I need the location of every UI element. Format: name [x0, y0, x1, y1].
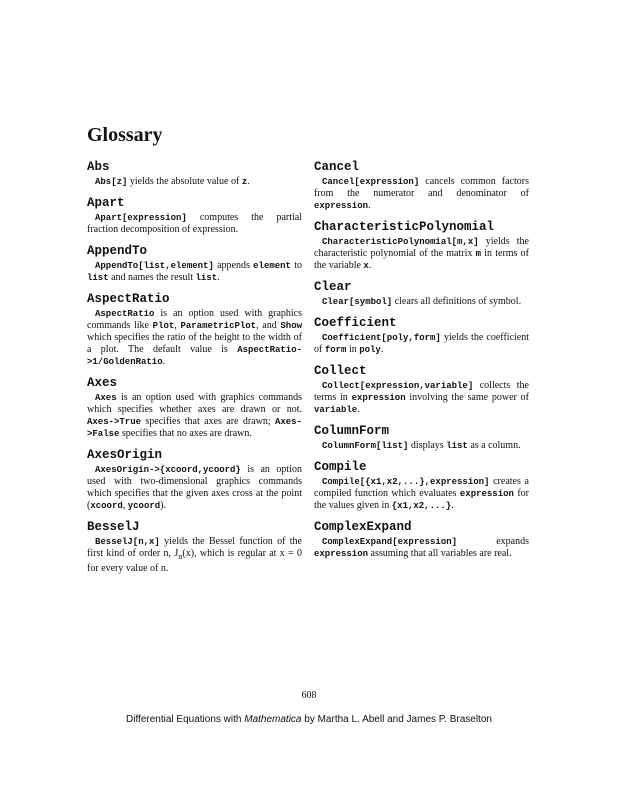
code-fragment: AspectRatio->1/GoldenRatio: [87, 345, 302, 367]
definition-text: to: [290, 260, 302, 271]
code-fragment: x: [363, 261, 369, 271]
definition-text: .: [247, 176, 250, 187]
code-fragment: AxesOrigin->{xcoord,ycoord}: [95, 465, 241, 475]
glossary-term: BesselJ: [87, 520, 140, 534]
definition-text: and names the result: [108, 272, 196, 283]
glossary-definition: [87, 260, 302, 284]
definition-text: ).: [160, 500, 166, 511]
glossary-definition: [314, 176, 529, 212]
code-fragment: ColumnForm[list]: [322, 441, 409, 451]
code-fragment: poly: [359, 345, 381, 355]
glossary-term: Abs: [87, 160, 110, 174]
definition-text: in terms of the variable: [314, 248, 530, 271]
code-fragment: m: [475, 249, 482, 259]
definition-text: collects the terms in: [314, 380, 529, 403]
glossary-definition: [87, 176, 302, 188]
glossary-definition: [314, 440, 529, 452]
code-fragment: Show: [280, 321, 302, 331]
code-fragment: CharacteristicPolynomial[m,x]: [322, 237, 479, 247]
glossary-definition: [87, 212, 302, 236]
glossary-entry: [314, 520, 529, 560]
page-footer: [0, 714, 618, 725]
code-fragment: z: [241, 177, 248, 187]
definition-text: ,: [174, 320, 181, 331]
code-fragment: Apart[expression]: [95, 213, 187, 223]
glossary-definition: [314, 476, 529, 512]
definition-text: involving the same power of: [405, 392, 530, 403]
glossary-term: Collect: [314, 364, 367, 378]
definition-text: as a column.: [467, 440, 521, 451]
definition-text: ,: [122, 500, 128, 511]
glossary-term: Axes: [87, 376, 118, 390]
definition-text: yields the Bessel function of the first kind of order n, J: [87, 536, 302, 559]
glossary-entry: [87, 244, 302, 284]
definition-text: .: [162, 356, 166, 367]
glossary-entry: [314, 460, 529, 512]
definition-text: specifies that no axes are drawn.: [119, 428, 252, 439]
code-fragment: xcoord: [90, 501, 123, 511]
subscript: n: [178, 552, 183, 561]
glossary-definition: [314, 536, 529, 560]
glossary-entry: [87, 196, 302, 236]
glossary-term: AxesOrigin: [87, 448, 163, 462]
code-fragment: ParametricPlot: [180, 321, 257, 331]
definition-text: .: [451, 500, 454, 511]
code-fragment: AppendTo[list,element]: [95, 261, 214, 271]
code-fragment: ycoord: [127, 501, 161, 511]
code-fragment: Cancel[expression]: [322, 177, 420, 187]
glossary-term: Clear: [314, 280, 352, 294]
definition-text: appends: [213, 260, 254, 271]
page-number: 608: [301, 690, 317, 701]
code-fragment: Compile[{x1,x2,...},expression]: [322, 477, 490, 487]
code-fragment: expression: [314, 201, 369, 211]
definition-text: , and: [256, 320, 281, 331]
glossary-term: Cancel: [314, 160, 360, 174]
definition-text: .: [357, 404, 360, 415]
code-fragment: {x1,x2,...}: [391, 501, 452, 511]
footer-prefix: Differential Equations with: [126, 714, 245, 725]
definition-text: computes the partial fraction decomposition of expression.: [87, 212, 302, 235]
code-fragment: list: [87, 273, 109, 283]
definition-text: yields the characteristic polynomial of the matrix: [314, 236, 529, 259]
definition-text: is an option used with graphics commands like: [87, 308, 302, 331]
code-fragment: ComplexExpand[expression]: [322, 537, 458, 547]
definition-text: for the values given in: [314, 488, 529, 511]
glossary-term: ColumnForm: [314, 424, 390, 438]
code-fragment: expression: [314, 549, 369, 559]
glossary-entry: [314, 364, 529, 416]
glossary-entry: [87, 520, 302, 575]
code-fragment: form: [324, 345, 347, 355]
glossary-definition: [87, 308, 302, 368]
definition-text: in: [346, 344, 360, 355]
glossary-definition: [314, 332, 529, 356]
footer-suffix: by Martha L. Abell and James P. Braselton: [301, 714, 492, 725]
definition-text: is an option used with graphics commands which specifies whether axes are drawn or not.: [87, 392, 302, 415]
glossary-entry: [314, 160, 529, 212]
glossary-term: Coefficient: [314, 316, 397, 330]
glossary-definition: [314, 236, 529, 272]
glossary-entry: [314, 280, 529, 308]
definition-text: which specifies the ratio of the height to the width of a plot. The default value is: [87, 332, 302, 355]
glossary-column-right: [314, 160, 529, 568]
code-fragment: Axes->False: [87, 417, 302, 439]
glossary-entry: [314, 220, 529, 272]
glossary-term: AspectRatio: [87, 292, 170, 306]
code-fragment: Clear[symbol]: [322, 297, 393, 307]
glossary-term: CharacteristicPolynomial: [314, 220, 495, 234]
page-title: Glossary: [87, 124, 163, 146]
definition-text: is an option used with two-dimensional graphics commands which specifies that the given axes cross at the point (: [87, 464, 302, 511]
code-fragment: Abs[z]: [95, 177, 128, 187]
definition-text: creates a compiled function which evaluates: [314, 476, 529, 499]
definition-text: cancels common factors from the numerator and denominator of: [314, 176, 529, 199]
definition-text: specifies that axes are drawn;: [141, 416, 275, 427]
code-fragment: AspectRatio: [95, 309, 155, 319]
definition-text: clears all definitions of symbol.: [392, 296, 522, 307]
footer-italic-title: Mathematica: [244, 714, 302, 725]
definition-text: .: [368, 260, 372, 271]
glossary-term: Compile: [314, 460, 367, 474]
glossary-term: Apart: [87, 196, 125, 210]
glossary-entry: [314, 316, 529, 356]
glossary-definition: [87, 536, 302, 575]
code-fragment: Axes: [95, 393, 117, 403]
definition-text: .: [217, 272, 220, 283]
code-fragment: expression: [459, 489, 514, 499]
glossary-definition: [314, 296, 529, 308]
glossary-term: AppendTo: [87, 244, 148, 258]
definition-text: .: [368, 200, 371, 211]
glossary-definition: [87, 464, 302, 512]
glossary-definition: [87, 392, 302, 440]
glossary-entry: [87, 448, 302, 512]
definition-text: (x), which is regular at x = 0 for every value of n.: [87, 548, 302, 574]
code-fragment: element: [253, 261, 291, 271]
code-fragment: BesselJ[n,x]: [95, 537, 160, 547]
glossary-column-left: [87, 160, 302, 583]
glossary-entry: [87, 292, 302, 368]
definition-text: yields the absolute value of: [127, 176, 242, 187]
definition-text: expands: [457, 536, 529, 547]
glossary-entry: [87, 160, 302, 188]
code-fragment: Axes->True: [87, 417, 142, 427]
code-fragment: Collect[expression,variable]: [322, 381, 474, 391]
glossary-definition: [314, 380, 529, 416]
definition-text: yields the coefficient of: [314, 332, 529, 355]
code-fragment: variable: [314, 405, 358, 415]
glossary-entry: [87, 376, 302, 440]
code-fragment: list: [446, 441, 468, 451]
glossary-entry: [314, 424, 529, 452]
definition-text: displays: [408, 440, 447, 451]
glossary-term: ComplexExpand: [314, 520, 412, 534]
definition-text: .: [380, 344, 384, 355]
code-fragment: Plot: [152, 321, 175, 331]
definition-text: assuming that all variables are real.: [368, 548, 512, 559]
code-fragment: Coefficient[poly,form]: [322, 333, 441, 343]
code-fragment: list: [195, 273, 218, 283]
code-fragment: expression: [351, 393, 406, 403]
